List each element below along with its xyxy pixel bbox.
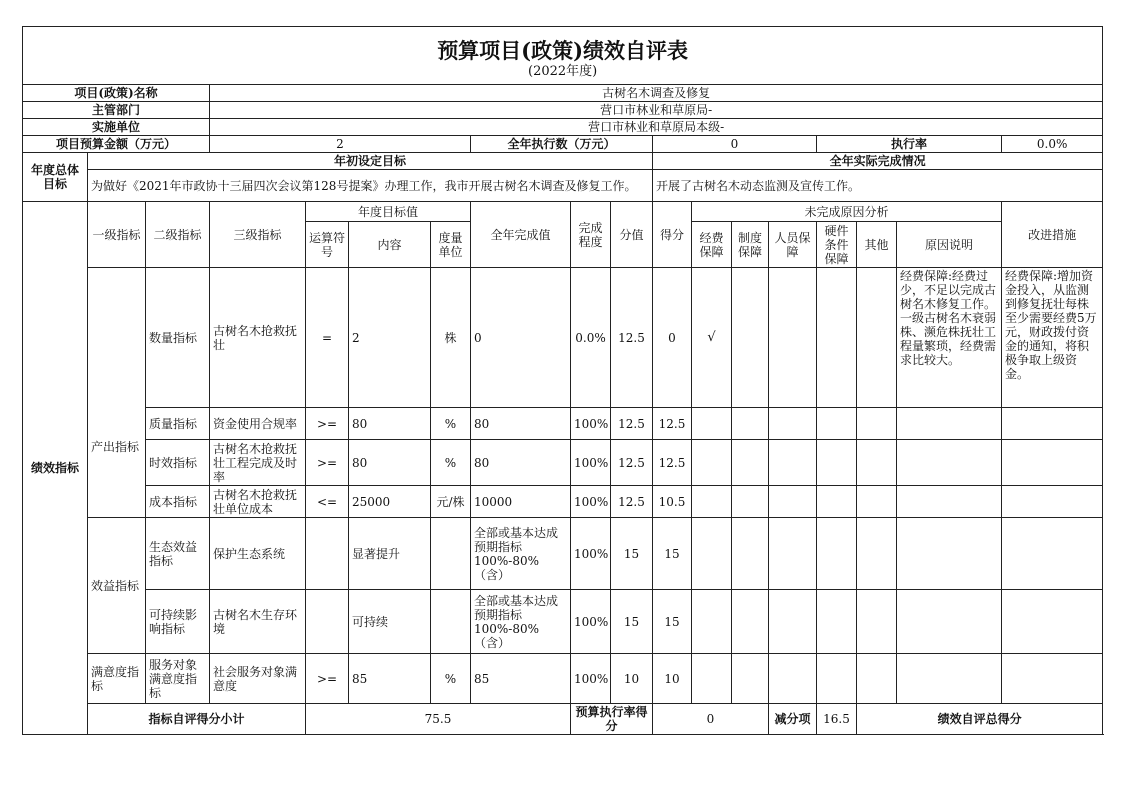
- system-cell: [732, 654, 769, 704]
- reason-other-header: 其他: [857, 222, 897, 268]
- hardware-cell: [817, 590, 857, 654]
- level3-cell: 古树名木抢救抚壮单位成本: [210, 486, 306, 518]
- degree-cell: 100%: [571, 440, 611, 486]
- operator-cell: [306, 518, 349, 590]
- level2-cell: 数量指标: [146, 268, 210, 408]
- operator-cell: [306, 590, 349, 654]
- actual-cell: 0: [471, 268, 571, 408]
- form-title: 预算项目(政策)绩效自评表: [437, 37, 689, 63]
- project-name-value: 古树名木调查及修复: [210, 85, 1103, 102]
- staff-cell: [769, 268, 817, 408]
- score-cell: 12.5: [611, 268, 653, 408]
- unit-cell: %: [431, 440, 471, 486]
- improve-cell: [1002, 440, 1103, 486]
- table-row: [23, 590, 1103, 654]
- rate-value: 0.0%: [1002, 136, 1103, 153]
- operator-cell: >=: [306, 408, 349, 440]
- funds-cell: [692, 518, 732, 590]
- level2-cell: 成本指标: [146, 486, 210, 518]
- explain-cell: [897, 590, 1002, 654]
- content-header: 内容: [349, 222, 431, 268]
- hardware-cell: [817, 440, 857, 486]
- degree-cell: 100%: [571, 486, 611, 518]
- got-cell: 10.5: [653, 486, 692, 518]
- system-cell: [732, 486, 769, 518]
- got-cell: 12.5: [653, 440, 692, 486]
- system-cell: [732, 268, 769, 408]
- hardware-cell: [817, 268, 857, 408]
- initial-goal-label: 年初设定目标: [88, 153, 653, 170]
- perf-indicator-label: 绩效指标: [23, 202, 88, 735]
- level3-cell: 古树名木生存环境: [210, 590, 306, 654]
- score-cell: 15: [611, 518, 653, 590]
- explain-cell: [897, 518, 1002, 590]
- annual-target-header: 年度目标值: [306, 202, 471, 222]
- level3-cell: 古树名木抢救抚壮: [210, 268, 306, 408]
- level3-cell: 社会服务对象满意度: [210, 654, 306, 704]
- actual-cell: 全部或基本达成预期指标100%-80%（含）: [471, 518, 571, 590]
- degree-cell: 0.0%: [571, 268, 611, 408]
- hardware-cell: [817, 654, 857, 704]
- form-year: (2022年度): [528, 63, 598, 79]
- initial-goal-text: 为做好《2021年市政协十三届四次会议第128号提案》办理工作，我市开展古树名木调查及修复工作。: [88, 170, 653, 202]
- group-satisfaction: 满意度指标: [88, 654, 146, 704]
- budget-label: 项目预算金额（万元）: [23, 136, 210, 153]
- level3-cell: 资金使用合规率: [210, 408, 306, 440]
- other-cell: [857, 486, 897, 518]
- rate-label: 执行率: [817, 136, 1002, 153]
- content-cell: 显著提升: [349, 518, 431, 590]
- actual-completion-text: 开展了古树名木动态监测及宣传工作。: [653, 170, 1103, 202]
- subtotal-value: 75.5: [306, 704, 571, 735]
- level3-header: 三级指标: [210, 202, 306, 268]
- content-cell: 80: [349, 408, 431, 440]
- level3-cell: 保护生态系统: [210, 518, 306, 590]
- degree-header: 完成程度: [571, 202, 611, 268]
- title-cell: [23, 27, 1103, 85]
- level2-cell: 服务对象满意度指标: [146, 654, 210, 704]
- other-cell: [857, 268, 897, 408]
- actual-cell: 85: [471, 654, 571, 704]
- other-cell: [857, 654, 897, 704]
- budget-rate-score-value: 0: [653, 704, 769, 735]
- content-cell: 可持续: [349, 590, 431, 654]
- table-row: [23, 408, 1103, 440]
- explain-cell: [897, 408, 1002, 440]
- reason-funds-header: 经费保障: [692, 222, 732, 268]
- system-cell: [732, 590, 769, 654]
- score-cell: 12.5: [611, 408, 653, 440]
- operator-cell: >=: [306, 440, 349, 486]
- hardware-cell: [817, 486, 857, 518]
- improve-cell: [1002, 590, 1103, 654]
- other-cell: [857, 408, 897, 440]
- level1-header: 一级指标: [88, 202, 146, 268]
- degree-cell: 100%: [571, 590, 611, 654]
- score-cell: 12.5: [611, 440, 653, 486]
- got-cell: 0: [653, 268, 692, 408]
- hardware-cell: [817, 518, 857, 590]
- funds-check-mark: √: [692, 268, 732, 408]
- got-score-header: 得分: [653, 202, 692, 268]
- dept-label: 主管部门: [23, 102, 210, 119]
- actual-value-header: 全年完成值: [471, 202, 571, 268]
- unit-cell: [431, 518, 471, 590]
- score-cell: 15: [611, 590, 653, 654]
- table-row: [23, 518, 1103, 590]
- annual-goal-label: 年度总体目标: [23, 153, 88, 202]
- improve-cell: [1002, 518, 1103, 590]
- actual-cell: 全部或基本达成预期指标100%-80%（含）: [471, 590, 571, 654]
- footer-row: [23, 704, 1103, 735]
- improve-cell: [1002, 654, 1103, 704]
- unit-cell: 元/株: [431, 486, 471, 518]
- group-benefit: 效益指标: [88, 518, 146, 654]
- operator-cell: >=: [306, 654, 349, 704]
- content-cell: 25000: [349, 486, 431, 518]
- level2-header: 二级指标: [146, 202, 210, 268]
- unit-cell: %: [431, 654, 471, 704]
- score-header: 分值: [611, 202, 653, 268]
- level3-cell: 古树名木抢救抚壮工程完成及时率: [210, 440, 306, 486]
- staff-cell: [769, 590, 817, 654]
- unit-cell: 株: [431, 268, 471, 408]
- got-cell: 12.5: [653, 408, 692, 440]
- unit-header: 度量单位: [431, 222, 471, 268]
- dept-value: 营口市林业和草原局-: [210, 102, 1103, 119]
- table-row: [23, 440, 1103, 486]
- table-row: [23, 486, 1103, 518]
- reason-staff-header: 人员保障: [769, 222, 817, 268]
- subtotal-label: 指标自评得分小计: [88, 704, 306, 735]
- staff-cell: [769, 440, 817, 486]
- performance-self-evaluation-form: [22, 26, 1102, 744]
- reason-explain-header: 原因说明: [897, 222, 1002, 268]
- funds-cell: [692, 408, 732, 440]
- system-cell: [732, 408, 769, 440]
- improve-cell: [1002, 408, 1103, 440]
- got-cell: 10: [653, 654, 692, 704]
- degree-cell: 100%: [571, 518, 611, 590]
- budget-value: 2: [210, 136, 471, 153]
- exec-label: 全年执行数（万元）: [471, 136, 653, 153]
- reason-analysis-header: 未完成原因分析: [692, 202, 1002, 222]
- actual-cell: 10000: [471, 486, 571, 518]
- funds-cell: [692, 440, 732, 486]
- deduct-value: 16.5: [817, 704, 857, 735]
- explain-cell: [897, 440, 1002, 486]
- content-cell: 85: [349, 654, 431, 704]
- got-cell: 15: [653, 590, 692, 654]
- exec-value: 0: [653, 136, 817, 153]
- unit-value: 营口市林业和草原局本级-: [210, 119, 1103, 136]
- level2-cell: 生态效益指标: [146, 518, 210, 590]
- explain-cell: [897, 486, 1002, 518]
- project-name-label: 项目(政策)名称: [23, 85, 210, 102]
- actual-cell: 80: [471, 440, 571, 486]
- unit-cell: [431, 590, 471, 654]
- funds-cell: [692, 486, 732, 518]
- degree-cell: 100%: [571, 654, 611, 704]
- explain-cell: [897, 654, 1002, 704]
- reason-system-header: 制度保障: [732, 222, 769, 268]
- level2-cell: 时效指标: [146, 440, 210, 486]
- other-cell: [857, 590, 897, 654]
- staff-cell: [769, 486, 817, 518]
- explain-cell: 经费保障:经费过少，不足以完成古树名木修复工作。一级古树名木衰弱株、濒危株抚壮工程量繁琐，经费需求比较大。: [897, 268, 1002, 408]
- improve-cell: [1002, 486, 1103, 518]
- other-cell: [857, 518, 897, 590]
- total-score-label: 绩效自评总得分: [857, 704, 1103, 735]
- operator-header: 运算符号: [306, 222, 349, 268]
- staff-cell: [769, 518, 817, 590]
- score-cell: 10: [611, 654, 653, 704]
- staff-cell: [769, 408, 817, 440]
- degree-cell: 100%: [571, 408, 611, 440]
- funds-cell: [692, 654, 732, 704]
- funds-cell: [692, 590, 732, 654]
- actual-cell: 80: [471, 408, 571, 440]
- system-cell: [732, 440, 769, 486]
- unit-cell: %: [431, 408, 471, 440]
- table-row: [23, 654, 1103, 704]
- table-row: [23, 268, 1103, 408]
- content-cell: 80: [349, 440, 431, 486]
- budget-rate-score-label: 预算执行率得分: [571, 704, 653, 735]
- deduct-label: 减分项: [769, 704, 817, 735]
- content-cell: 2: [349, 268, 431, 408]
- got-cell: 15: [653, 518, 692, 590]
- evaluation-table: [22, 26, 1103, 735]
- unit-label: 实施单位: [23, 119, 210, 136]
- improvement-header: 改进措施: [1002, 202, 1103, 268]
- level2-cell: 质量指标: [146, 408, 210, 440]
- hardware-cell: [817, 408, 857, 440]
- staff-cell: [769, 654, 817, 704]
- improve-cell: 经费保障:增加资金投入，从监测到修复抚壮每株至少需要经费5万元，财政拨付资金的通知，将积极争取上级资金。: [1002, 268, 1103, 408]
- score-cell: 12.5: [611, 486, 653, 518]
- reason-hardware-header: 硬件条件保障: [817, 222, 857, 268]
- system-cell: [732, 518, 769, 590]
- actual-completion-label: 全年实际完成情况: [653, 153, 1103, 170]
- group-output: 产出指标: [88, 268, 146, 518]
- operator-cell: <=: [306, 486, 349, 518]
- other-cell: [857, 440, 897, 486]
- level2-cell: 可持续影响指标: [146, 590, 210, 654]
- operator-cell: =: [306, 268, 349, 408]
